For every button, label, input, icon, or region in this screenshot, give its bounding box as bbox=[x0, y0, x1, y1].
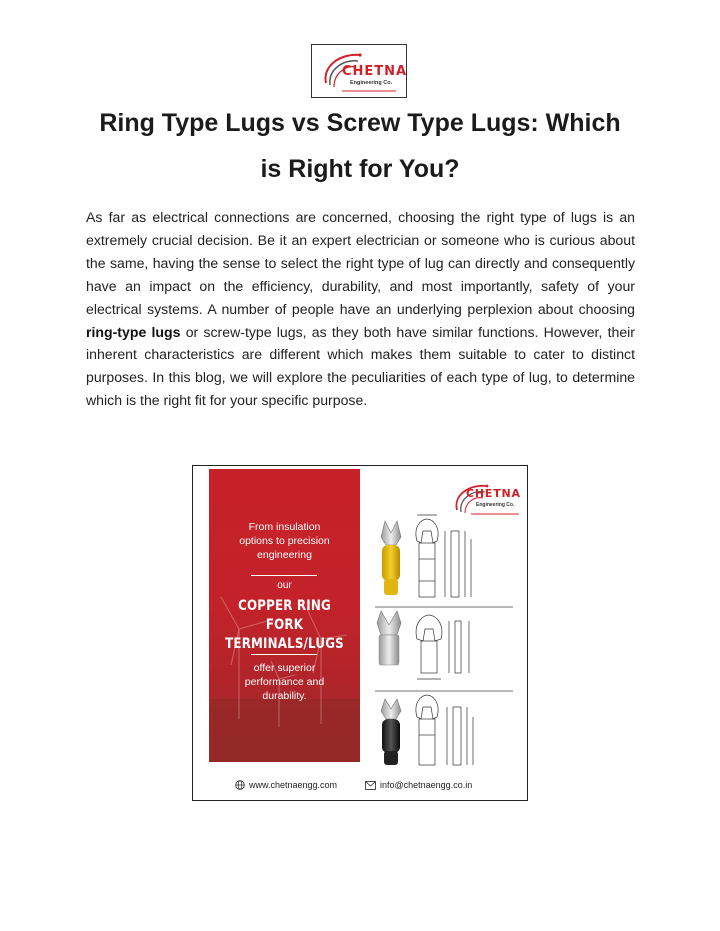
paragraph-part-1: As far as electrical connections are concerned, choosing the right type of lugs is an extremely crucial decision. Be it an expert electrician or someone who is curious about the same, having the sense to select the right type of lug can directly and consequently have an impact on the efficiency, durability, and most importantly, safety of your electrical systems. A number of people have an underlying perplexion about choosing bbox=[86, 209, 635, 317]
promo-line-3b: performance and bbox=[244, 676, 325, 688]
promo-headline-1: COPPER RING FORK bbox=[238, 598, 331, 633]
banner-footer bbox=[193, 776, 528, 798]
divider-bottom bbox=[251, 654, 317, 655]
intro-paragraph bbox=[86, 206, 635, 412]
promo-our: our bbox=[277, 580, 292, 591]
promo-line-3c: durability. bbox=[262, 690, 307, 702]
product-banner-image bbox=[192, 465, 528, 801]
email-contact bbox=[365, 780, 472, 790]
promo-headline-2: TERMINALS/LUGS bbox=[225, 636, 344, 652]
black-fork-lug-icon bbox=[381, 699, 401, 765]
company-logo bbox=[311, 44, 407, 98]
globe-icon bbox=[235, 780, 245, 790]
promo-headline bbox=[223, 597, 347, 654]
paragraph-part-2: or screw-type lugs, as they both have similar functions. However, their inherent characteristics are different which makes them suitable to cater to distinct purposes. In this blog, we will explore the peculiarities of each type of lug, to determine which is the right fit for your specific purpose. bbox=[86, 323, 635, 409]
promo-line-1b: options to precision bbox=[239, 535, 330, 547]
mail-icon bbox=[365, 781, 376, 790]
lug-technical-drawings bbox=[369, 511, 519, 771]
banner-logo-sub: Engineering Co. bbox=[476, 502, 515, 508]
banner-logo-brand: CHETNA bbox=[466, 487, 521, 500]
promo-line-1c: engineering bbox=[257, 549, 312, 561]
website-contact bbox=[235, 780, 337, 790]
promo-line-3a: offer superior bbox=[253, 662, 316, 674]
logo-brand-text: CHETNA bbox=[342, 64, 408, 79]
title-line-2: is Right for You? bbox=[260, 155, 460, 183]
promo-line-1a: From insulation bbox=[248, 521, 321, 533]
title-line-1: Ring Type Lugs vs Screw Type Lugs: Which bbox=[99, 109, 621, 137]
divider-top bbox=[251, 575, 317, 576]
yellow-fork-lug-icon bbox=[381, 521, 401, 595]
ring-type-lugs-bold: ring-type lugs bbox=[86, 323, 181, 340]
logo-sub-text: Engineering Co. bbox=[350, 80, 393, 86]
page-title bbox=[60, 100, 660, 192]
bare-fork-lug-icon bbox=[377, 611, 401, 665]
website-text: www.chetnaengg.com bbox=[249, 780, 338, 790]
promo-text-top bbox=[209, 520, 360, 562]
promo-text-bottom bbox=[209, 661, 360, 703]
email-text: info@chetnaengg.co.in bbox=[380, 780, 473, 790]
red-promo-panel bbox=[209, 469, 360, 762]
